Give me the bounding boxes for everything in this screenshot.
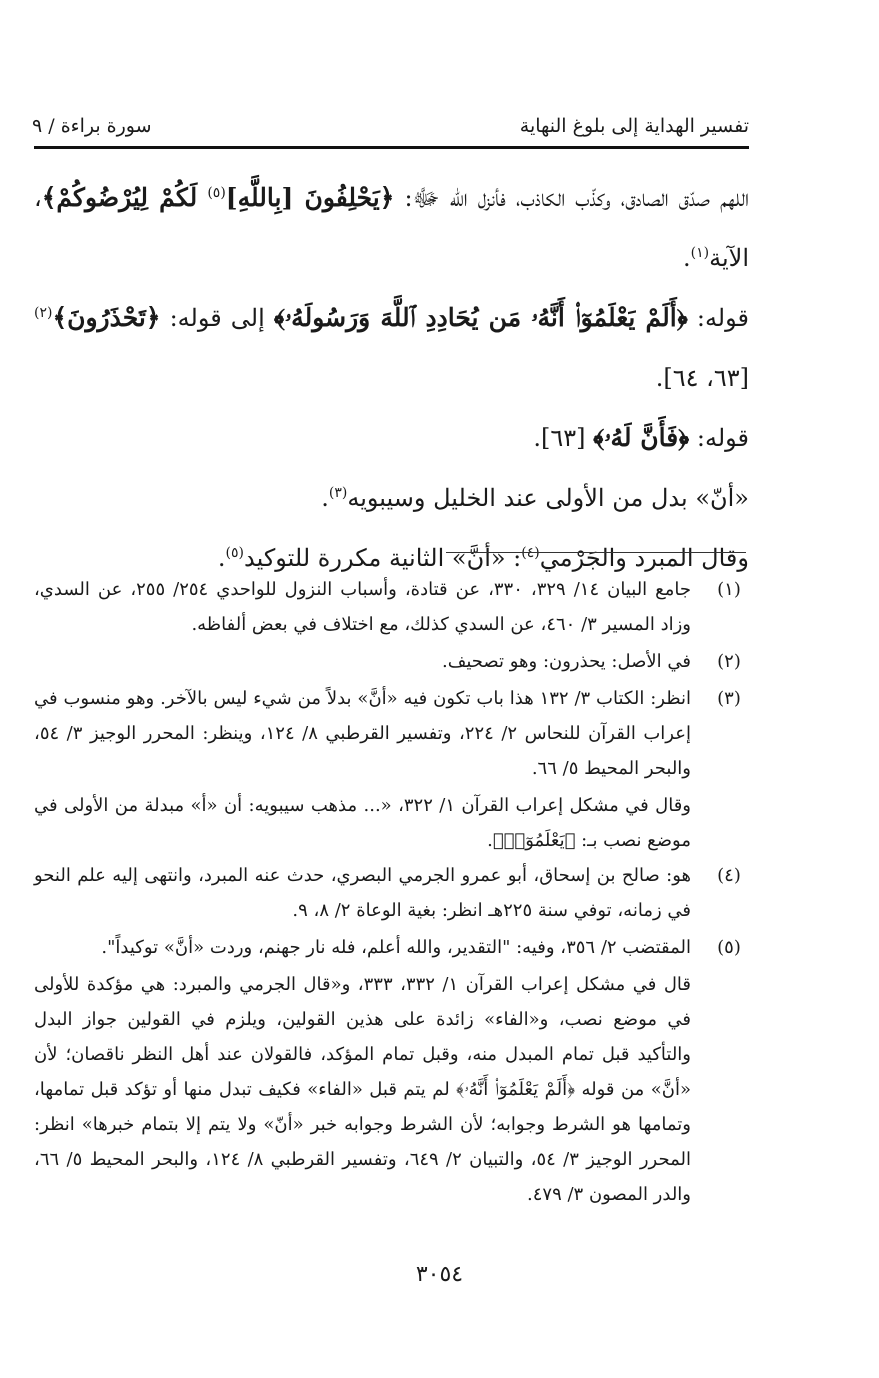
footnote-ref: (٢) bbox=[34, 305, 53, 321]
header-divider bbox=[34, 146, 749, 149]
body-line-4 bbox=[34, 408, 749, 468]
body-text-span: ، الآية bbox=[34, 184, 749, 272]
footnote-text: هو: صالح بن إسحاق، أبو عمرو الجرمي البصري، حدث عنه المبرد، وانتهى إليه علم النحو في زمانه، توفي سنة ٢٢٥هـ انظر: بغية الوعاة ٢/ ٨، ٩. bbox=[34, 865, 691, 921]
running-header bbox=[32, 108, 749, 144]
punctuation: . bbox=[682, 244, 691, 272]
footnote-text: انظر: الكتاب ٣/ ١٣٢ هذا باب تكون فيه «أنَّ» بدلاً من شيء ليس بالآخر. وهو منسوب في إعراب القرآن للنحاس ٢/ ٢٢٤، وتفسير القرطبي ٨/ ١٢٤، وينظر: المحرر الوجيز ٣/ ٥٤، والبحر المحيط ٥/ ٦٦. bbox=[34, 688, 691, 779]
footnote-ref: (٣) bbox=[328, 485, 348, 501]
book-title: تفسير الهداية إلى بلوغ النهاية bbox=[519, 115, 749, 137]
body-text-span: وقال المبرد والجَرْمي bbox=[539, 544, 749, 572]
footnote-ref: (٤) bbox=[521, 545, 540, 561]
punctuation: . bbox=[217, 544, 226, 572]
footnote-number: (٤) bbox=[717, 865, 741, 886]
footnote-continuation: وقال في مشكل إعراب القرآن ١/ ٣٢٢، «... مذهب سيبويه: أن «أ» مبدلة من الأولى في موضع نصب بـ: ﴿يَعْلَمُوٓا۟﴾. bbox=[34, 795, 691, 851]
body-text-span: قوله: bbox=[689, 424, 749, 452]
quran-verse: لَكُمْ لِيُرْضُوكُمْ﴾ bbox=[41, 183, 198, 212]
footnote-ref: (٥) bbox=[207, 185, 226, 201]
punctuation: . bbox=[321, 484, 329, 512]
footnote-number: (٢) bbox=[717, 651, 741, 672]
body-text-span: اللهم صدّق الصادق، وكذّب الكاذب، فأنزل الله ﷻ: bbox=[394, 184, 749, 212]
footnote-item bbox=[34, 644, 749, 679]
body-line-1 bbox=[34, 168, 749, 288]
verse-reference: [٦٣، ٦٤]. bbox=[655, 364, 749, 392]
footnote-item bbox=[34, 858, 749, 928]
quran-verse: ﴿تَحْذَرُونَ﴾ bbox=[52, 303, 161, 332]
quran-verse: ﴿أَلَمْ يَعْلَمُوٓا۟ أَنَّهُۥ مَن يُحَادِدِ ٱللَّهَ وَرَسُولَهُۥ﴾ bbox=[273, 303, 688, 332]
main-text bbox=[34, 168, 749, 588]
footnotes-section bbox=[34, 572, 749, 1212]
footnote-continuation: قال في مشكل إعراب القرآن ١/ ٣٣٢، ٣٣٣، و«قال الجرمي والمبرد: هي مؤكدة للأولى في موضع نصب، و«الفاء» زائدة على هذين القولين، ويلزم في القولين جواز البدل والتأكيد قبل تمام المبدل منه، وقبل تمام المؤكد، فالقولان عند أهل النظر ناقصان؛ لأن «أنَّ» من قوله ﴿أَلَمْ يَعْلَمُوٓا۟ أَنَّهُۥ﴾ لم يتم قبل «الفاء» فكيف تبدل منها أو تؤكد قبل تمامها، وتمامها هو الشرط وجوابه؛ لأن الشرط وجوابه خبر «أنّ» ولا يتم إلا بتمام خبرها» انظر: المحرر الوجيز ٣/ ٥٤، والتبيان ٢/ ٦٤٩، وتفسير القرطبي ٨/ ١٢٤، والبحر المحيط ٥/ ٦٦، والدر المصون ٣/ ٤٧٩. bbox=[34, 974, 692, 1205]
footnote-number: (١) bbox=[717, 579, 741, 600]
footnote-item bbox=[34, 572, 749, 642]
body-text-span: : «أنَّ» الثانية مكررة للتوكيد bbox=[244, 544, 522, 572]
footnote-number: (٥) bbox=[717, 937, 741, 958]
body-text-span: إلى قوله: bbox=[160, 304, 274, 332]
footnote-text: جامع البيان ١٤/ ٣٢٩، ٣٣٠، عن قتادة، وأسباب النزول للواحدي ٢٥٤/ ٢٥٥، عن السدي، وزاد المسير ٣/ ٤٦٠، عن السدي كذلك، مع اختلاف في بعض ألفاظه. bbox=[34, 579, 692, 635]
footnote-text: المقتضب ٢/ ٣٥٦، وفيه: "التقدير، والله أعلم، فله نار جهنم، وردت «أنَّ» توكيداً". bbox=[101, 937, 691, 958]
quran-verse: ﴿فَأَنَّ لَهُۥ﴾ bbox=[593, 423, 690, 452]
body-line-5 bbox=[34, 468, 749, 528]
quran-verse: ﴿يَحْلِفُونَ [بِاللَّهِ] bbox=[225, 183, 395, 212]
footnote-ref: (٥) bbox=[225, 545, 244, 561]
footnote-item bbox=[34, 930, 749, 965]
body-text-span: قوله: bbox=[687, 304, 749, 332]
footnote-text: في الأصل: يحذرون: وهو تصحيف. bbox=[442, 651, 691, 672]
page-number: ٣٠٥٤ bbox=[415, 1262, 464, 1287]
body-text-span: «أنّ» بدل من الأولى عند الخليل وسيبويه bbox=[347, 484, 749, 512]
surah-page-label: سورة براءة / ٩ bbox=[32, 115, 152, 137]
footnote-divider bbox=[446, 552, 746, 553]
footnote-item bbox=[34, 681, 749, 786]
verse-reference: [٦٣]. bbox=[533, 424, 594, 452]
footnote-ref: (١) bbox=[690, 245, 710, 261]
footnote-number: (٣) bbox=[717, 688, 741, 709]
body-line-3 bbox=[34, 288, 749, 408]
